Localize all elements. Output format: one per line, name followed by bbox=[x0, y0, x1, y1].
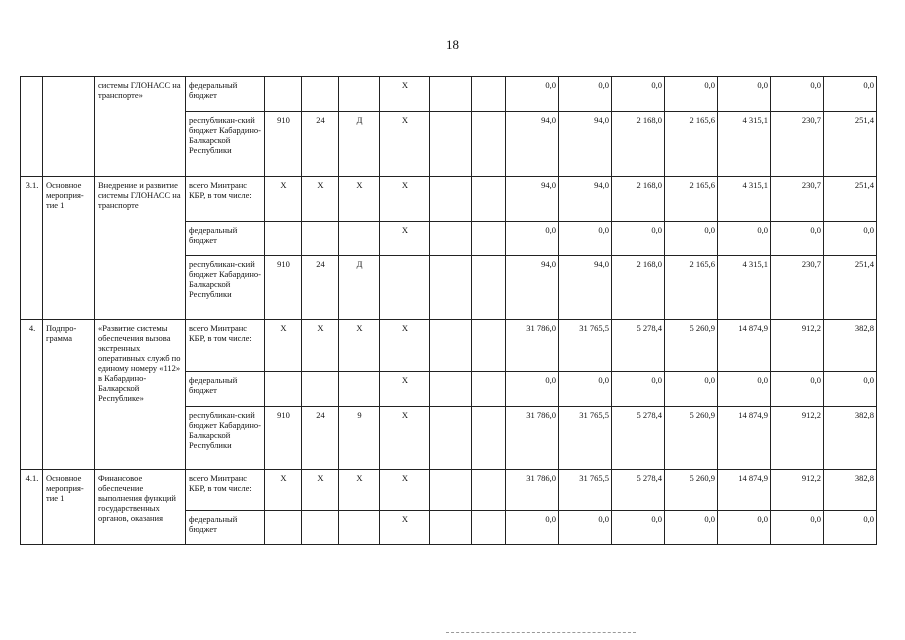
row-name-cell: «Развитие системы обеспечения вызова экстренных оперативных служб по единому номеру «112» в Кабардино-Балкарской Республике» bbox=[95, 320, 186, 470]
table-row bbox=[21, 470, 877, 511]
value-cell: 382,8 bbox=[824, 470, 877, 511]
code-cell: Х bbox=[302, 320, 339, 372]
value-cell: 0,0 bbox=[665, 511, 718, 545]
row-index-cell: 3.1. bbox=[21, 177, 43, 320]
value-cell: 912,2 bbox=[771, 407, 824, 470]
table-row bbox=[21, 320, 877, 372]
code-cell: 910 bbox=[265, 407, 302, 470]
code-cell: 24 bbox=[302, 256, 339, 320]
value-cell: 31 786,0 bbox=[506, 407, 559, 470]
value-cell: 0,0 bbox=[665, 372, 718, 407]
value-cell: 0,0 bbox=[612, 77, 665, 112]
value-cell: 14 874,9 bbox=[718, 320, 771, 372]
value-cell: 0,0 bbox=[559, 511, 612, 545]
code-cell bbox=[472, 407, 506, 470]
value-cell: 2 168,0 bbox=[612, 177, 665, 222]
value-cell: 0,0 bbox=[824, 372, 877, 407]
value-cell: 0,0 bbox=[612, 222, 665, 256]
code-cell: Х bbox=[380, 320, 430, 372]
value-cell: 0,0 bbox=[506, 511, 559, 545]
code-cell: 9 bbox=[339, 407, 380, 470]
row-type-cell: Основное мероприя-тие 1 bbox=[43, 177, 95, 320]
value-cell: 31 786,0 bbox=[506, 470, 559, 511]
funding-source-cell: всего Минтранс КБР, в том числе: bbox=[186, 470, 265, 511]
code-cell: 910 bbox=[265, 112, 302, 177]
code-cell bbox=[472, 372, 506, 407]
budget-table bbox=[20, 76, 877, 545]
code-cell: Х bbox=[380, 112, 430, 177]
code-cell bbox=[302, 222, 339, 256]
code-cell bbox=[472, 77, 506, 112]
row-name-cell: Финансовое обеспечение выполнения функций государственных органов, оказания bbox=[95, 470, 186, 545]
value-cell: 0,0 bbox=[824, 77, 877, 112]
code-cell bbox=[472, 222, 506, 256]
value-cell: 230,7 bbox=[771, 256, 824, 320]
code-cell: Х bbox=[339, 320, 380, 372]
code-cell: Х bbox=[339, 470, 380, 511]
code-cell bbox=[472, 112, 506, 177]
code-cell: Х bbox=[380, 177, 430, 222]
code-cell: 24 bbox=[302, 112, 339, 177]
funding-source-cell: всего Минтранс КБР, в том числе: bbox=[186, 177, 265, 222]
code-cell bbox=[430, 372, 472, 407]
code-cell bbox=[302, 511, 339, 545]
value-cell: 251,4 bbox=[824, 177, 877, 222]
funding-source-cell: республикан-ский бюджет Кабардино-Балкарской Республики bbox=[186, 112, 265, 177]
value-cell: 0,0 bbox=[718, 222, 771, 256]
code-cell: Д bbox=[339, 112, 380, 177]
value-cell: 382,8 bbox=[824, 407, 877, 470]
code-cell bbox=[265, 222, 302, 256]
code-cell bbox=[430, 407, 472, 470]
code-cell: Х bbox=[339, 177, 380, 222]
code-cell bbox=[302, 372, 339, 407]
code-cell: Х bbox=[380, 372, 430, 407]
table-body bbox=[21, 77, 877, 545]
value-cell: 94,0 bbox=[559, 256, 612, 320]
value-cell: 31 786,0 bbox=[506, 320, 559, 372]
value-cell: 5 278,4 bbox=[612, 407, 665, 470]
code-cell: Х bbox=[302, 470, 339, 511]
code-cell: 910 bbox=[265, 256, 302, 320]
code-cell bbox=[302, 77, 339, 112]
value-cell: 2 165,6 bbox=[665, 256, 718, 320]
value-cell: 0,0 bbox=[771, 77, 824, 112]
code-cell bbox=[430, 112, 472, 177]
code-cell bbox=[430, 222, 472, 256]
code-cell bbox=[472, 256, 506, 320]
value-cell: 4 315,1 bbox=[718, 177, 771, 222]
code-cell bbox=[472, 177, 506, 222]
value-cell: 0,0 bbox=[718, 372, 771, 407]
funding-source-cell: федеральный бюджет bbox=[186, 372, 265, 407]
code-cell bbox=[265, 372, 302, 407]
row-type-cell: Основное мероприя-тие 1 bbox=[43, 470, 95, 545]
footer-mark bbox=[446, 632, 636, 636]
value-cell: 0,0 bbox=[506, 222, 559, 256]
value-cell: 0,0 bbox=[559, 77, 612, 112]
page-number: 18 bbox=[446, 37, 459, 52]
row-name-cell: системы ГЛОНАСС на транспорте» bbox=[95, 77, 186, 177]
value-cell: 5 260,9 bbox=[665, 320, 718, 372]
value-cell: 5 278,4 bbox=[612, 470, 665, 511]
code-cell bbox=[265, 511, 302, 545]
value-cell: 2 165,6 bbox=[665, 112, 718, 177]
value-cell: 912,2 bbox=[771, 470, 824, 511]
value-cell: 94,0 bbox=[506, 112, 559, 177]
funding-source-cell: федеральный бюджет bbox=[186, 511, 265, 545]
value-cell: 2 165,6 bbox=[665, 177, 718, 222]
value-cell: 382,8 bbox=[824, 320, 877, 372]
code-cell bbox=[339, 222, 380, 256]
value-cell: 0,0 bbox=[506, 77, 559, 112]
value-cell: 0,0 bbox=[718, 511, 771, 545]
row-name-cell: Внедрение и развитие системы ГЛОНАСС на транспорте bbox=[95, 177, 186, 320]
value-cell: 0,0 bbox=[771, 372, 824, 407]
code-cell: Х bbox=[380, 222, 430, 256]
row-index-cell bbox=[21, 77, 43, 177]
value-cell: 0,0 bbox=[612, 511, 665, 545]
code-cell bbox=[265, 77, 302, 112]
value-cell: 14 874,9 bbox=[718, 470, 771, 511]
value-cell: 2 168,0 bbox=[612, 256, 665, 320]
value-cell: 0,0 bbox=[771, 511, 824, 545]
row-type-cell bbox=[43, 77, 95, 177]
code-cell: Х bbox=[265, 177, 302, 222]
row-index-cell: 4. bbox=[21, 320, 43, 470]
value-cell: 31 765,5 bbox=[559, 470, 612, 511]
value-cell: 0,0 bbox=[665, 77, 718, 112]
funding-source-cell: всего Минтранс КБР, в том числе: bbox=[186, 320, 265, 372]
code-cell: Х bbox=[265, 470, 302, 511]
code-cell: Д bbox=[339, 256, 380, 320]
value-cell: 31 765,5 bbox=[559, 407, 612, 470]
value-cell: 94,0 bbox=[559, 177, 612, 222]
code-cell: Х bbox=[380, 470, 430, 511]
table-row bbox=[21, 177, 877, 222]
value-cell: 912,2 bbox=[771, 320, 824, 372]
code-cell bbox=[472, 511, 506, 545]
value-cell: 251,4 bbox=[824, 256, 877, 320]
value-cell: 0,0 bbox=[506, 372, 559, 407]
code-cell bbox=[472, 320, 506, 372]
value-cell: 94,0 bbox=[506, 256, 559, 320]
code-cell: Х bbox=[380, 77, 430, 112]
value-cell: 5 278,4 bbox=[612, 320, 665, 372]
value-cell: 0,0 bbox=[665, 222, 718, 256]
row-type-cell: Подпро-грамма bbox=[43, 320, 95, 470]
funding-source-cell: федеральный бюджет bbox=[186, 222, 265, 256]
code-cell bbox=[380, 256, 430, 320]
value-cell: 230,7 bbox=[771, 112, 824, 177]
code-cell bbox=[430, 177, 472, 222]
value-cell: 14 874,9 bbox=[718, 407, 771, 470]
value-cell: 0,0 bbox=[771, 222, 824, 256]
funding-source-cell: республикан-ский бюджет Кабардино-Балкарской Республики bbox=[186, 407, 265, 470]
code-cell: Х bbox=[380, 511, 430, 545]
value-cell: 94,0 bbox=[559, 112, 612, 177]
value-cell: 251,4 bbox=[824, 112, 877, 177]
value-cell: 0,0 bbox=[824, 511, 877, 545]
funding-source-cell: республикан-ский бюджет Кабардино-Балкарской Республики bbox=[186, 256, 265, 320]
code-cell bbox=[430, 320, 472, 372]
code-cell: Х bbox=[302, 177, 339, 222]
value-cell: 0,0 bbox=[559, 222, 612, 256]
table-row bbox=[21, 77, 877, 112]
value-cell: 31 765,5 bbox=[559, 320, 612, 372]
code-cell bbox=[430, 511, 472, 545]
value-cell: 0,0 bbox=[718, 77, 771, 112]
code-cell bbox=[339, 372, 380, 407]
code-cell: Х bbox=[380, 407, 430, 470]
code-cell bbox=[430, 470, 472, 511]
code-cell bbox=[430, 77, 472, 112]
code-cell bbox=[430, 256, 472, 320]
code-cell bbox=[339, 511, 380, 545]
value-cell: 0,0 bbox=[824, 222, 877, 256]
code-cell: Х bbox=[265, 320, 302, 372]
value-cell: 4 315,1 bbox=[718, 112, 771, 177]
value-cell: 2 168,0 bbox=[612, 112, 665, 177]
value-cell: 0,0 bbox=[612, 372, 665, 407]
code-cell: 24 bbox=[302, 407, 339, 470]
value-cell: 94,0 bbox=[506, 177, 559, 222]
value-cell: 0,0 bbox=[559, 372, 612, 407]
value-cell: 5 260,9 bbox=[665, 470, 718, 511]
value-cell: 230,7 bbox=[771, 177, 824, 222]
code-cell bbox=[339, 77, 380, 112]
value-cell: 4 315,1 bbox=[718, 256, 771, 320]
code-cell bbox=[472, 470, 506, 511]
row-index-cell: 4.1. bbox=[21, 470, 43, 545]
funding-source-cell: федеральный бюджет bbox=[186, 77, 265, 112]
value-cell: 5 260,9 bbox=[665, 407, 718, 470]
